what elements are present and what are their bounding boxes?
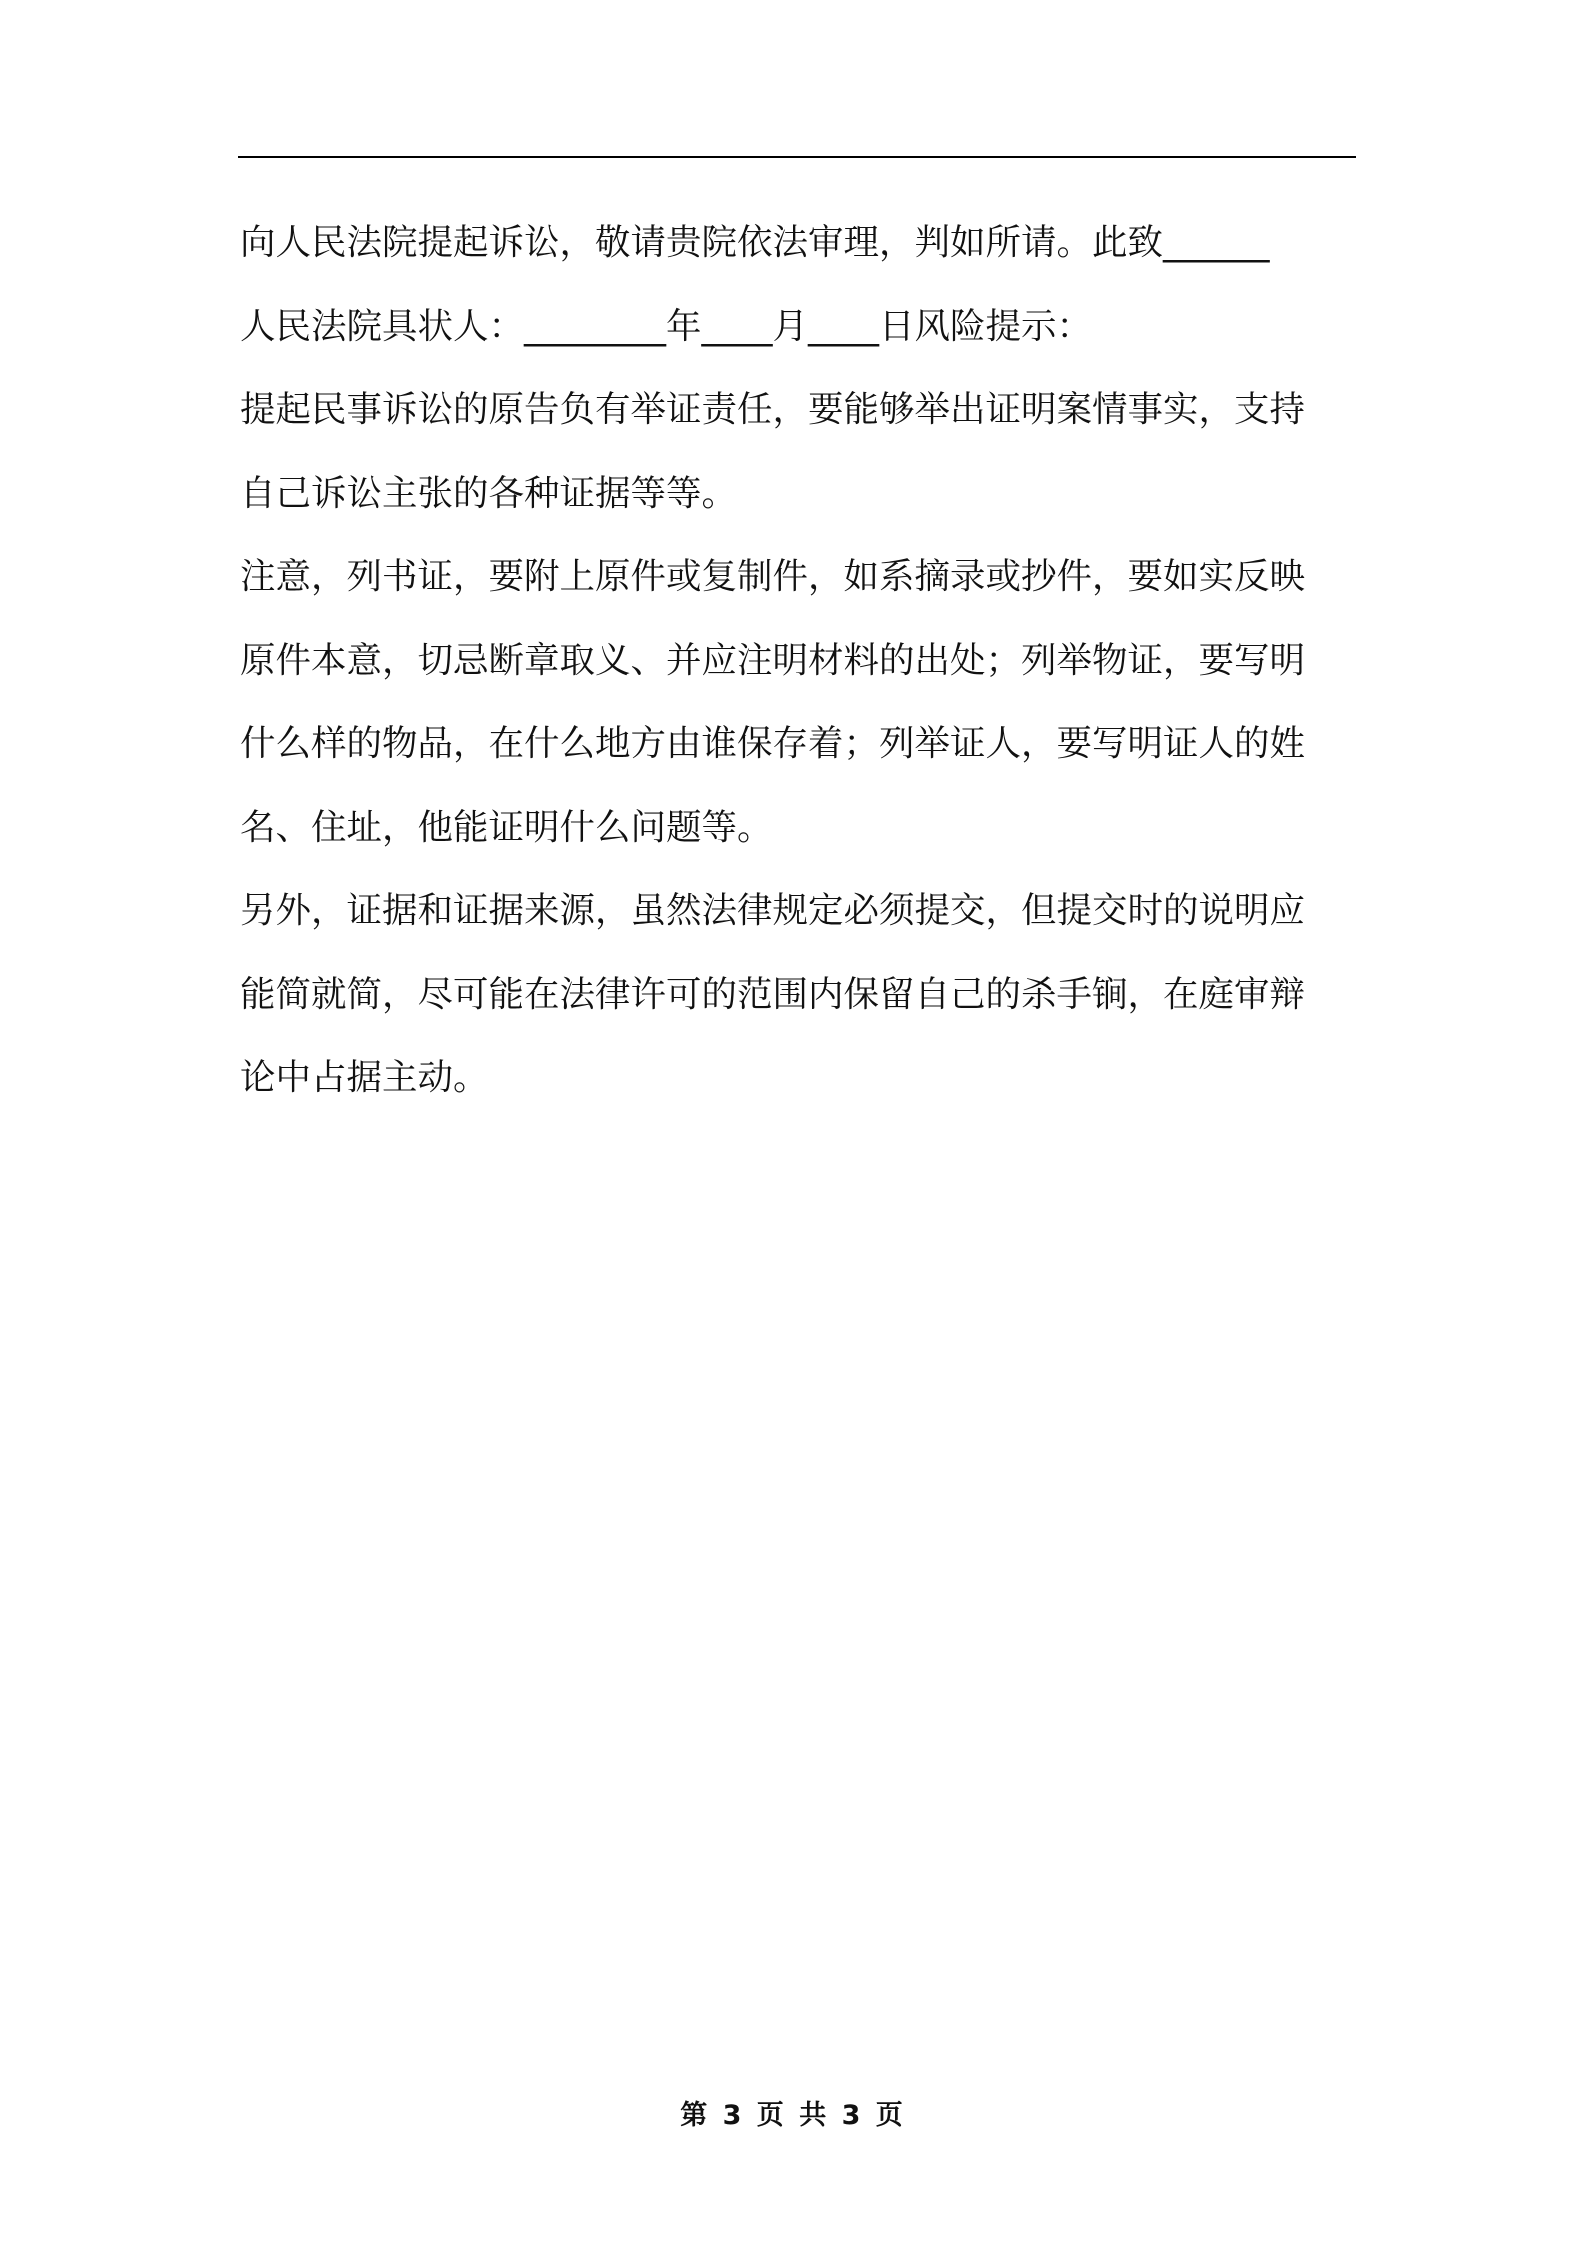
document-body <box>240 201 1355 1120</box>
page-footer <box>0 2093 1586 2132</box>
page-number: 第 3 页 共 3 页 <box>680 2100 906 2131</box>
body-line: 提起民事诉讼的原告负有举证责任，要能够举出证明案情事实，支持 <box>240 389 1306 430</box>
body-line: 原件本意，切忌断章取义、并应注明材料的出处；列举物证，要写明 <box>240 639 1306 681</box>
body-line: 名、住址，他能证明什么问题等。 <box>240 806 773 848</box>
body-line: 注意，列书证，要附上原件或复制件，如系摘录或抄件，要如实反映 <box>240 556 1306 597</box>
body-line: 什么样的物品，在什么地方由谁保存着；列举证人，要写明证人的姓 <box>240 723 1306 764</box>
body-line: 自己诉讼主张的各种证据等等。 <box>240 472 738 514</box>
body-line: 人民法院具状人：________年____月____日风险提示： <box>240 305 1093 347</box>
body-line: 论中占据主动。 <box>240 1057 489 1098</box>
body-line: 另外，证据和证据来源，虽然法律规定必须提交，但提交时的说明应 <box>240 890 1306 931</box>
body-line: 能简就简，尽可能在法律许可的范围内保留自己的杀手锏，在庭审辩 <box>240 973 1306 1015</box>
body-line: 向人民法院提起诉讼，敬请贵院依法审理，判如所请。此致______ <box>240 222 1270 263</box>
header-divider <box>238 156 1356 158</box>
